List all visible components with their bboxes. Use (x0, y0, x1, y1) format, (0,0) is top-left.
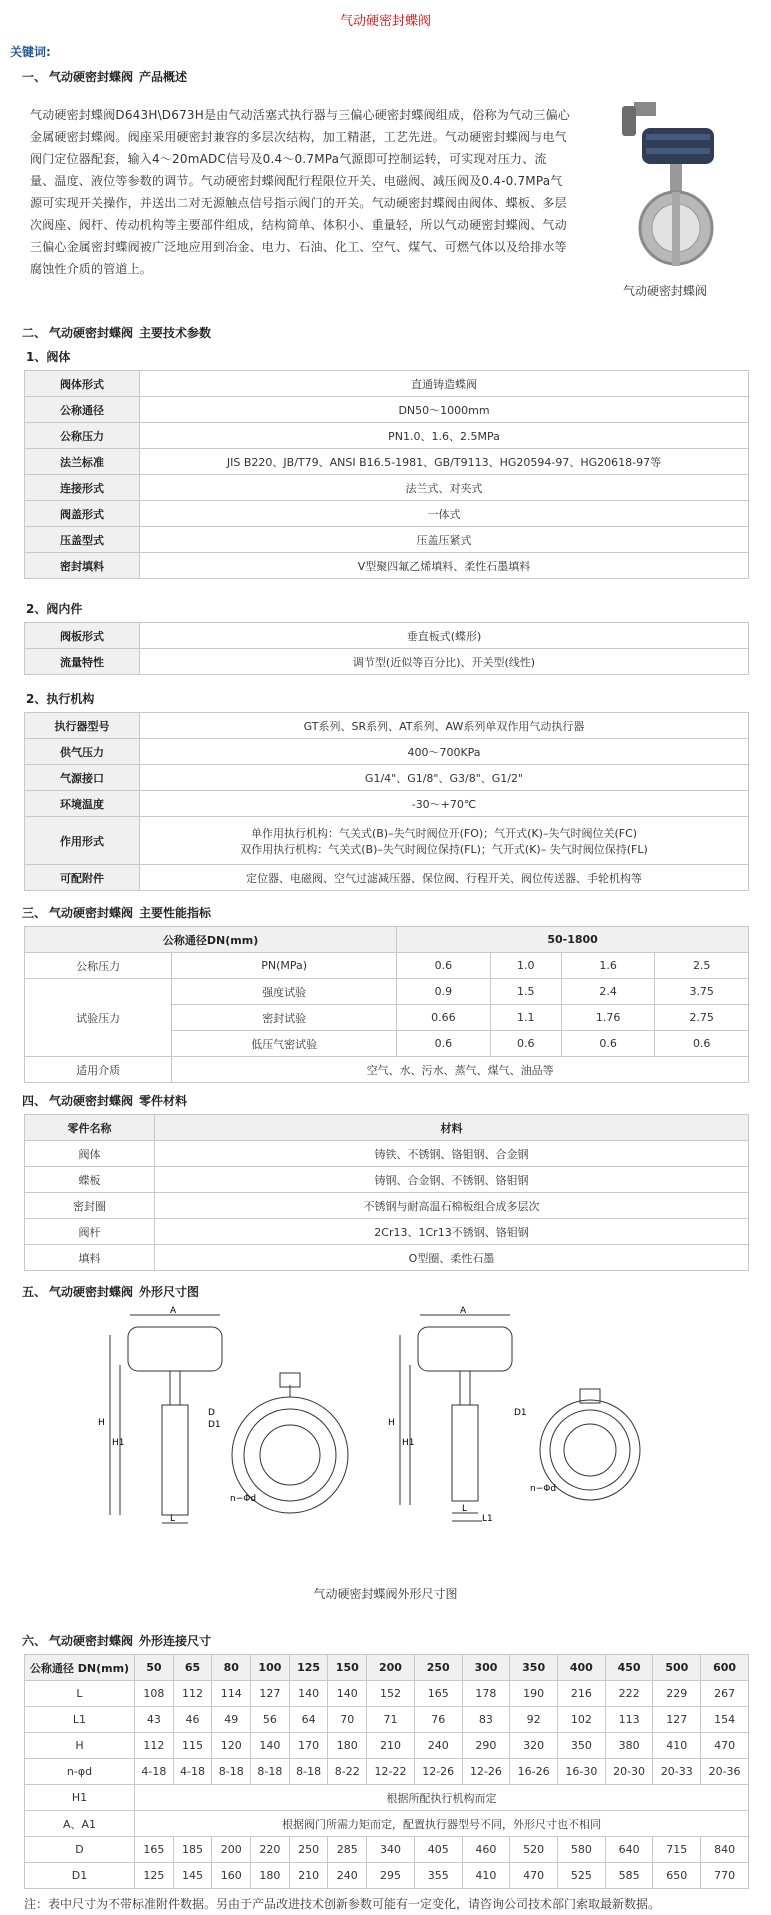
label-a-left: A (170, 1306, 177, 1316)
dim-row (25, 1785, 749, 1811)
dim-value: 585 (605, 1863, 653, 1889)
label-a-right: A (460, 1306, 467, 1316)
dim-value: 240 (414, 1733, 462, 1759)
material-header: 零件名称 (25, 1115, 155, 1141)
performance-table (24, 926, 749, 1083)
perf-value: 0.66 (397, 1005, 490, 1031)
trim-value: 垂直板式(蝶形) (140, 623, 749, 649)
dim-value: 8-18 (289, 1759, 328, 1785)
body-row (25, 501, 749, 527)
label-l-right: L (462, 1504, 468, 1514)
perf-header-row (25, 927, 749, 953)
dim-value: 76 (414, 1707, 462, 1733)
dim-value: 113 (605, 1707, 653, 1733)
dim-value: 222 (605, 1681, 653, 1707)
body-value: PN1.0、1.6、2.5MPa (140, 423, 749, 449)
dim-value: 4-18 (173, 1759, 212, 1785)
dim-value: 152 (367, 1681, 415, 1707)
actuator-label: 作用形式 (25, 817, 140, 865)
dim-value: 770 (701, 1863, 749, 1889)
dim-row (25, 1863, 749, 1889)
perf-value: 3.75 (655, 979, 749, 1005)
dim-value: 145 (173, 1863, 212, 1889)
dim-value: 140 (289, 1681, 328, 1707)
dim-row (25, 1837, 749, 1863)
dim-value: 295 (367, 1863, 415, 1889)
dim-row (25, 1759, 749, 1785)
label-l-left: L (170, 1514, 176, 1524)
label-l1-right: L1 (482, 1514, 493, 1524)
actuator-label: 气源接口 (25, 765, 140, 791)
trim-label: 阀板形式 (25, 623, 140, 649)
dim-header: 350 (510, 1655, 558, 1681)
dim-value: 165 (135, 1837, 174, 1863)
dim-value: 根据阀门所需力矩而定，配置执行器型号不同，外形尺寸也不相同 (135, 1811, 749, 1837)
material-part: 密封圈 (25, 1193, 155, 1219)
dim-value: 56 (251, 1707, 290, 1733)
dim-value: 20-33 (653, 1759, 701, 1785)
dim-row (25, 1811, 749, 1837)
perf-value: 0.6 (397, 953, 490, 979)
dim-value: 70 (328, 1707, 367, 1733)
body-label: 法兰标准 (25, 449, 140, 475)
dim-value: 525 (558, 1863, 606, 1889)
valve-photo (612, 98, 720, 268)
dim-value: 12-22 (367, 1759, 415, 1785)
dim-header: 100 (251, 1655, 290, 1681)
dim-value: 180 (328, 1733, 367, 1759)
material-value: O型圈、柔性石墨 (155, 1245, 749, 1271)
trim-label: 流量特性 (25, 649, 140, 675)
dim-value: 250 (289, 1837, 328, 1863)
subsection-body: 1、阀体 (26, 350, 71, 364)
dim-value: 216 (558, 1681, 606, 1707)
perf-header: 50-1800 (397, 927, 749, 953)
actuator-value: G1/4"、G1/8"、G3/8"、G1/2" (140, 765, 749, 791)
label-d1-right: D1 (514, 1408, 527, 1418)
perf-value: 2.4 (561, 979, 654, 1005)
dim-row (25, 1733, 749, 1759)
section-6-heading: 六、 气动硬密封蝶阀 外形连接尺寸 (22, 1634, 212, 1648)
body-row (25, 397, 749, 423)
dim-value: 108 (135, 1681, 174, 1707)
label-h-right: H (388, 1418, 395, 1428)
dim-value: 114 (212, 1681, 251, 1707)
single-acting-text: 单作用执行机构：气关式(B)–失气时阀位开(FO)；气开式(K)–失气时阀位关(FC) (250, 826, 638, 840)
actuator-label: 供气压力 (25, 739, 140, 765)
material-header: 材料 (155, 1115, 749, 1141)
section-2-heading: 二、 气动硬密封蝶阀 主要技术参数 (22, 326, 212, 340)
dim-value: 190 (510, 1681, 558, 1707)
material-value: 铸铁、不锈钢、铬钼钢、合金钢 (155, 1141, 749, 1167)
dim-value: 120 (212, 1733, 251, 1759)
dim-value: 43 (135, 1707, 174, 1733)
dim-value: 355 (414, 1863, 462, 1889)
dim-value: 16-26 (510, 1759, 558, 1785)
dim-header: 400 (558, 1655, 606, 1681)
body-row (25, 449, 749, 475)
body-value: 直通铸造蝶阀 (140, 371, 749, 397)
dim-value: 49 (212, 1707, 251, 1733)
actuator-row (25, 713, 749, 739)
body-label: 连接形式 (25, 475, 140, 501)
trim-row (25, 623, 749, 649)
dim-value: 4-18 (135, 1759, 174, 1785)
dim-value: 64 (289, 1707, 328, 1733)
dim-header: 80 (212, 1655, 251, 1681)
dim-value: 320 (510, 1733, 558, 1759)
dim-value: 178 (462, 1681, 510, 1707)
dim-value: 240 (328, 1863, 367, 1889)
perf-sublabel: PN(MPa) (172, 953, 397, 979)
perf-row (25, 979, 749, 1005)
dim-value: 127 (251, 1681, 290, 1707)
dim-value: 229 (653, 1681, 701, 1707)
drawing-caption: 气动硬密封蝶阀外形尺寸图 (313, 1587, 458, 1601)
perf-label: 适用介质 (25, 1057, 172, 1083)
perf-value: 0.6 (397, 1031, 490, 1057)
keyword-label: 关键词: (10, 45, 51, 59)
material-row (25, 1167, 749, 1193)
material-row (25, 1193, 749, 1219)
dim-value: 112 (135, 1733, 174, 1759)
body-label: 阀体形式 (25, 371, 140, 397)
materials-table (24, 1114, 749, 1271)
dim-header: 450 (605, 1655, 653, 1681)
dim-value: 200 (212, 1837, 251, 1863)
dim-label: n-φd (25, 1759, 135, 1785)
dim-value: 165 (414, 1681, 462, 1707)
body-label: 密封填料 (25, 553, 140, 579)
dim-header: 公称通径 DN(mm) (25, 1655, 135, 1681)
dim-header: 300 (462, 1655, 510, 1681)
trim-row (25, 649, 749, 675)
material-header-row (25, 1115, 749, 1141)
dim-value: 83 (462, 1707, 510, 1733)
outline-drawing (90, 1305, 690, 1525)
subsection-trim: 2、阀内件 (26, 602, 83, 616)
actuator-mode-row (25, 817, 749, 865)
valve-trim-table (24, 622, 749, 675)
dim-value: 220 (251, 1837, 290, 1863)
double-acting-text: 双作用执行机构：气关式(B)–失气时阀位保持(FL)；气开式(K)– 失气时阀位保持(FL) (240, 842, 648, 856)
body-value: JIS B220、JB/T79、ANSI B16.5-1981、GB/T9113、HG20594-97、HG20618-97等 (140, 449, 749, 475)
perf-value: 1.0 (490, 953, 561, 979)
dim-header: 50 (135, 1655, 174, 1681)
body-value: DN50～1000mm (140, 397, 749, 423)
dim-value: 405 (414, 1837, 462, 1863)
body-label: 阀盖形式 (25, 501, 140, 527)
dim-header: 500 (653, 1655, 701, 1681)
body-label: 公称压力 (25, 423, 140, 449)
dim-value: 8-22 (328, 1759, 367, 1785)
dim-header: 250 (414, 1655, 462, 1681)
perf-value: 0.6 (490, 1031, 561, 1057)
dim-header: 125 (289, 1655, 328, 1681)
dim-value: 92 (510, 1707, 558, 1733)
dim-row (25, 1681, 749, 1707)
perf-sublabel: 低压气密试验 (172, 1031, 397, 1057)
dim-header: 200 (367, 1655, 415, 1681)
actuator-table (24, 712, 749, 891)
dim-label: D (25, 1837, 135, 1863)
perf-value: 0.9 (397, 979, 490, 1005)
label-nphid-right: n−Φd (530, 1484, 557, 1494)
dim-value: 71 (367, 1707, 415, 1733)
body-row (25, 475, 749, 501)
dim-row (25, 1707, 749, 1733)
material-row (25, 1141, 749, 1167)
perf-value: 2.75 (655, 1005, 749, 1031)
actuator-mode-value (140, 817, 749, 865)
body-row (25, 371, 749, 397)
section-4-heading: 四、 气动硬密封蝶阀 零件材料 (22, 1094, 188, 1108)
photo-caption: 气动硬密封蝶阀 (622, 284, 707, 298)
section-3-heading: 三、 气动硬密封蝶阀 主要性能指标 (22, 906, 212, 920)
section-1-heading: 一、 气动硬密封蝶阀 产品概述 (22, 70, 188, 84)
actuator-value: GT系列、SR系列、AT系列、AW系列单双作用气动执行器 (140, 713, 749, 739)
dim-label: H (25, 1733, 135, 1759)
material-value: 2Cr13、1Cr13不锈钢、铬钼钢 (155, 1219, 749, 1245)
body-value: 一体式 (140, 501, 749, 527)
perf-value: 空气、水、污水、蒸气、煤气、油品等 (172, 1057, 749, 1083)
valve-body-table (24, 370, 749, 579)
dim-value: 210 (367, 1733, 415, 1759)
dim-value: 127 (653, 1707, 701, 1733)
perf-sublabel: 密封试验 (172, 1005, 397, 1031)
dim-value: 470 (510, 1863, 558, 1889)
dim-value: 715 (653, 1837, 701, 1863)
dim-value: 460 (462, 1837, 510, 1863)
material-row (25, 1245, 749, 1271)
dim-value: 102 (558, 1707, 606, 1733)
dim-value: 8-18 (251, 1759, 290, 1785)
actuator-row (25, 739, 749, 765)
footnote: 注：表中尺寸为不带标准附件数据。另由于产品改进技术创新参数可能有一定变化，请咨询公司技术部门索取最新数据。 (24, 1897, 661, 1911)
dim-value: 115 (173, 1733, 212, 1759)
body-value: 法兰式、对夹式 (140, 475, 749, 501)
actuator-value: 400～700KPa (140, 739, 749, 765)
actuator-value: 定位器、电磁阀、空气过滤减压器、保位阀、行程开关、阀位传送器、手轮机构等 (140, 865, 749, 891)
dim-value: 285 (328, 1837, 367, 1863)
dim-value: 210 (289, 1863, 328, 1889)
dim-value: 410 (653, 1733, 701, 1759)
section-5-heading: 五、 气动硬密封蝶阀 外形尺寸图 (22, 1285, 200, 1299)
perf-sublabel: 强度试验 (172, 979, 397, 1005)
dim-header-row (25, 1655, 749, 1681)
dim-value: 350 (558, 1733, 606, 1759)
actuator-row (25, 765, 749, 791)
material-part: 阀体 (25, 1141, 155, 1167)
perf-value: 0.6 (655, 1031, 749, 1057)
dim-value: 520 (510, 1837, 558, 1863)
side-view-right (400, 1315, 512, 1521)
actuator-label: 可配附件 (25, 865, 140, 891)
dim-value: 650 (653, 1863, 701, 1889)
dim-value: 470 (701, 1733, 749, 1759)
label-h1-right: H1 (402, 1438, 415, 1448)
dim-value: 140 (328, 1681, 367, 1707)
label-h-left: H (98, 1418, 105, 1428)
side-view-left (110, 1315, 222, 1523)
label-h1-left: H1 (112, 1438, 125, 1448)
perf-label: 试验压力 (25, 979, 172, 1057)
perf-row (25, 1057, 749, 1083)
actuator-label: 执行器型号 (25, 713, 140, 739)
dim-value: 640 (605, 1837, 653, 1863)
body-label: 压盖型式 (25, 527, 140, 553)
dim-value: 16-30 (558, 1759, 606, 1785)
body-row (25, 423, 749, 449)
dim-value: 180 (251, 1863, 290, 1889)
body-value: V型聚四氟乙烯填料、柔性石墨填料 (140, 553, 749, 579)
label-nphid-left: n−Φd (230, 1494, 257, 1504)
dim-header: 65 (173, 1655, 212, 1681)
trim-value: 调节型(近似等百分比)、开关型(线性) (140, 649, 749, 675)
material-part: 蝶板 (25, 1167, 155, 1193)
dim-value: 20-36 (701, 1759, 749, 1785)
dim-value: 340 (367, 1837, 415, 1863)
body-label: 公称通径 (25, 397, 140, 423)
material-value: 不锈钢与耐高温石棉板组合成多层次 (155, 1193, 749, 1219)
dim-header: 150 (328, 1655, 367, 1681)
dimensions-table (24, 1654, 749, 1889)
perf-value: 1.76 (561, 1005, 654, 1031)
actuator-label: 环境温度 (25, 791, 140, 817)
body-row (25, 553, 749, 579)
label-d-left: D (208, 1408, 215, 1418)
body-value: 压盖压紧式 (140, 527, 749, 553)
dim-value: 410 (462, 1863, 510, 1889)
dim-value: 267 (701, 1681, 749, 1707)
dim-value: 380 (605, 1733, 653, 1759)
dim-header: 600 (701, 1655, 749, 1681)
dim-value: 46 (173, 1707, 212, 1733)
material-part: 填料 (25, 1245, 155, 1271)
dim-label: H1 (25, 1785, 135, 1811)
dim-value: 12-26 (462, 1759, 510, 1785)
actuator-row (25, 791, 749, 817)
dim-value: 140 (251, 1733, 290, 1759)
dim-value: 12-26 (414, 1759, 462, 1785)
dim-value: 290 (462, 1733, 510, 1759)
front-view-left (232, 1373, 348, 1513)
perf-header: 公称通径DN(mm) (25, 927, 397, 953)
dim-label: A、A1 (25, 1811, 135, 1837)
actuator-row (25, 865, 749, 891)
perf-value: 0.6 (561, 1031, 654, 1057)
dim-value: 840 (701, 1837, 749, 1863)
dim-value: 8-18 (212, 1759, 251, 1785)
dim-value: 112 (173, 1681, 212, 1707)
material-row (25, 1219, 749, 1245)
dim-value: 154 (701, 1707, 749, 1733)
perf-value: 2.5 (655, 953, 749, 979)
perf-value: 1.1 (490, 1005, 561, 1031)
dim-value: 170 (289, 1733, 328, 1759)
dim-value: 20-30 (605, 1759, 653, 1785)
dim-label: L (25, 1681, 135, 1707)
body-row (25, 527, 749, 553)
dim-label: D1 (25, 1863, 135, 1889)
material-value: 铸钢、合金钢、不锈钢、铬钼钢 (155, 1167, 749, 1193)
subsection-actuator: 2、执行机构 (26, 692, 95, 706)
dim-value: 185 (173, 1837, 212, 1863)
perf-row (25, 953, 749, 979)
dim-label: L1 (25, 1707, 135, 1733)
actuator-value: -30～+70℃ (140, 791, 749, 817)
perf-value: 1.6 (561, 953, 654, 979)
dim-value: 根据所配执行机构而定 (135, 1785, 749, 1811)
dim-value: 125 (135, 1863, 174, 1889)
page-title: 气动硬密封蝶阀 (339, 14, 431, 29)
intro-paragraph: 气动硬密封蝶阀D643H\D673H是由气动活塞式执行器与三偏心硬密封蝶阀组成，俗称为气动三偏心金属硬密封蝶阀。阀座采用硬密封兼容的多层次结构，加工精湛，工艺先进。气动硬密封蝶阀与电气阀门定位器配套，输入4～20mADC信号及0.4～0.7MPa气源即可控制运转，可实现对压力、流量、温度、液位等参数的调节。气动硬密封蝶阀配行程限位开关、电磁阀、减压阀及0.4-0.7MPa气源可实现开关操作，并送出二对无源触点信号指示阀门的开关。气动硬密封蝶阀由阀体、蝶板、多层次阀座、阀杆、传动机构等主要部件组成，结构简单、体积小、重量轻，所以气动硬密封蝶阀、气动三偏心金属密封蝶阀被广泛地应用到冶金、电力、石油、化工、空气、煤气、可燃气体以及给排水等腐蚀性介质的管道上。 (30, 108, 570, 276)
label-d1-left: D1 (208, 1420, 221, 1430)
dim-value: 160 (212, 1863, 251, 1889)
perf-label: 公称压力 (25, 953, 172, 979)
dim-value: 580 (558, 1837, 606, 1863)
perf-value: 1.5 (490, 979, 561, 1005)
material-part: 阀杆 (25, 1219, 155, 1245)
